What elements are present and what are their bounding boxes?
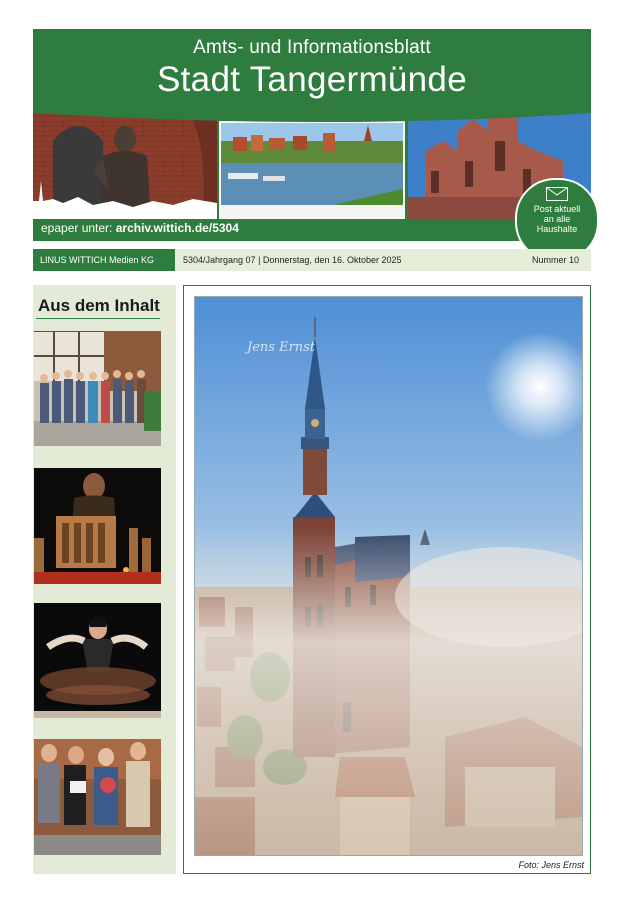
- contents-thumbnail-group-photo[interactable]: [34, 331, 161, 446]
- badge-line-3: Haushalte: [536, 224, 578, 234]
- award-photo: [34, 739, 161, 855]
- church-tower-photo: [195, 297, 582, 855]
- epaper-line: [41, 221, 239, 235]
- badge-line-2: an alle: [543, 214, 571, 224]
- group-photo: [34, 331, 161, 446]
- issue-number: Nummer 10: [531, 255, 579, 265]
- publication-subtitle: Amts- und Informationsblatt: [193, 37, 431, 58]
- epaper-prefix: epaper unter:: [41, 221, 116, 235]
- envelope-icon: [546, 187, 568, 201]
- issue-info-bar: [33, 249, 591, 271]
- badge-line-1: Post aktuell: [533, 204, 581, 214]
- cover-photo-frame: [183, 285, 591, 874]
- performer-photo: [34, 603, 161, 718]
- contents-thumbnail-performer[interactable]: [34, 603, 161, 718]
- publication-title: Stadt Tangermünde: [157, 60, 467, 99]
- heading-rule: [36, 318, 160, 319]
- badge-text: [517, 204, 597, 234]
- contents-thumbnail-woodcarving[interactable]: [34, 468, 161, 584]
- cover-photo[interactable]: [194, 296, 583, 856]
- masthead: [33, 29, 591, 241]
- photo-caption: Foto: Jens Ernst: [518, 860, 584, 870]
- harbor-photo: [219, 121, 405, 219]
- masthead-photo-strip: [33, 101, 591, 219]
- woodcarving-photo: [34, 468, 161, 584]
- publisher-name: LINUS WITTICH Medien KG: [33, 249, 175, 271]
- contents-thumbnail-award[interactable]: [34, 739, 161, 855]
- epaper-link[interactable]: archiv.wittich.de/5304: [115, 221, 239, 235]
- issue-date: 5304/Jahrgang 07 | Donnerstag, den 16. Oktober 2025: [183, 255, 402, 265]
- contents-sidebar: [33, 285, 176, 874]
- photo-watermark: Jens Ernst: [247, 340, 316, 355]
- contents-heading: Aus dem Inhalt: [38, 296, 160, 315]
